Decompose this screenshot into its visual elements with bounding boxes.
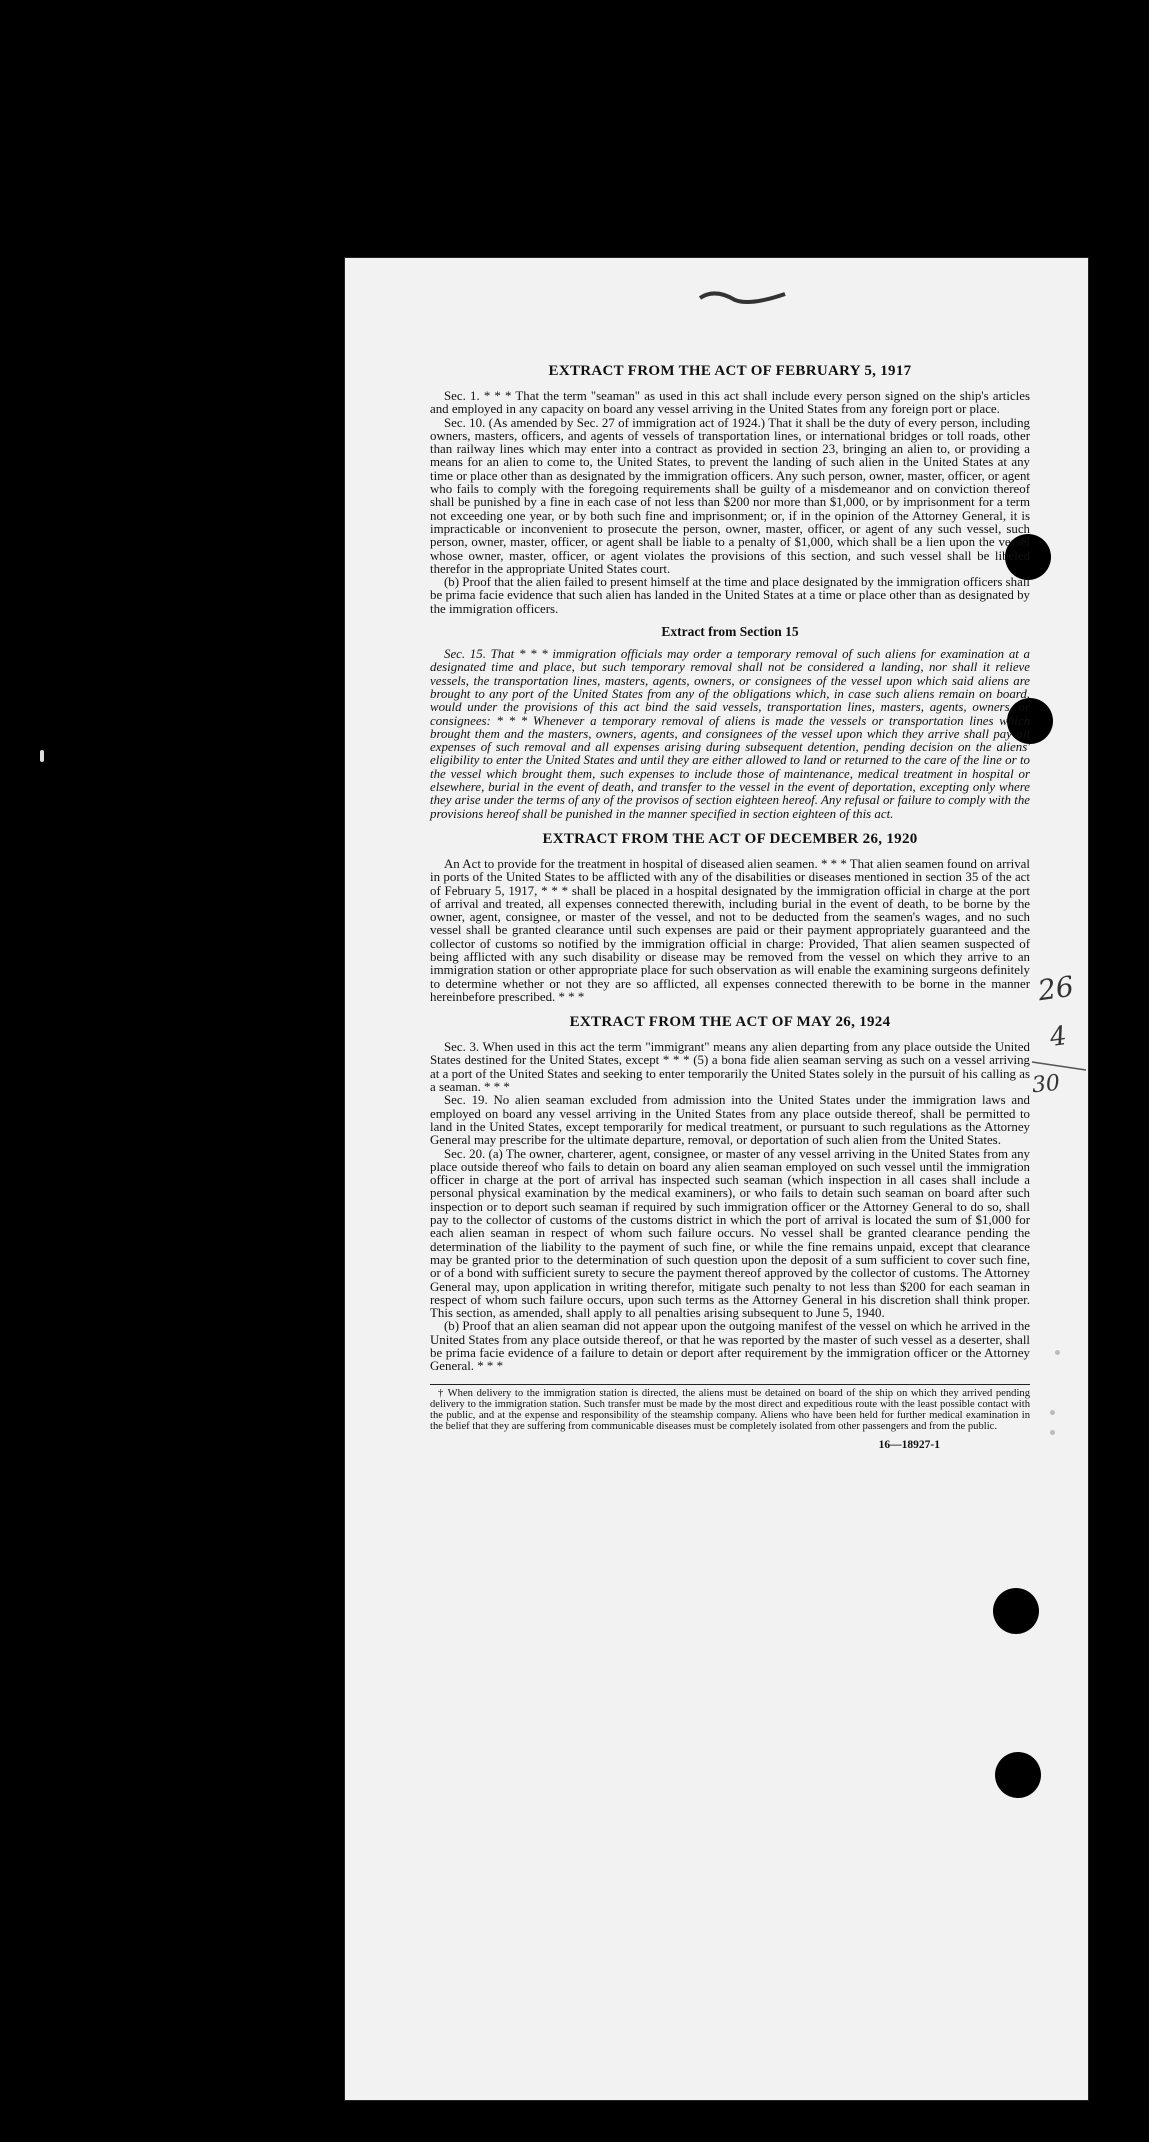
paragraph: Sec. 10. (As amended by Sec. 27 of immigration act of 1924.) That it shall be the duty of every person, including owners, masters, officers, and agents of vessels of transportation lines, or international bridges or toll roads, other than railway lines which may enter into a contract as provided in section 23, bringing an alien to, or providing a means for an alien to come to, the United States, to prevent the landing of such alien in the United States at any time or place other than as designated by the immigration officers. Any such person, owner, master, officer, or agent who fails to comply with the foregoing requirements shall be guilty of a misdemeanor and on conviction thereof shall be punished by a fine in each case of not less than $200 nor more than $1,000, or by imprisonment for a term not exceeding one year, or by both such fine and imprisonment; or, if in the opinion of the Attorney General, it is impracticable or inconvenient to prosecute the person, owner, master, officer, or agent of any such vessel, such person, owner, master, officer, or agent shall be liable to a penalty of $1,000, which shall be a lien upon the vessel whose owner, master, officer, or agent violates the provisions of this section, and such vessel shall be libeled therefor in the appropriate United States court.: [430, 415, 1030, 576]
footnote-text: † When delivery to the immigration station is directed, the aliens must be detained on board of the ship on which they arrived pending delivery to the immigration station. Such transfer must be made by the most direct and expeditious route with the least possible contact with the public, and at the expense and responsibility of the steamship company. Aliens who have been held for further medical examination in the belief that they are suffering from communicable diseases must be completely isolated from other passengers and from the public.: [430, 1387, 1030, 1433]
form-number: 16—18927-1: [878, 1438, 940, 1451]
paragraph: Sec. 3. When used in this act the term "immigrant" means any alien departing from any place outside the United States destined for the United States, except * * * (5) a bona fide alien seaman serving as such on a vessel arriving at a port of the United States and seeking to enter temporarily the United States solely in the pursuit of his calling as a seaman. * * *: [430, 1040, 1030, 1095]
paragraph: Sec. 15. That * * * immigration officials may order a temporary removal of such aliens for examination at a designated time and place, but such temporary removal shall not be considered a landing, nor shall it relieve vessels, the transportation lines, masters, agents, owners, or consignees of the vessel upon which said aliens are brought to any port of the United States from any of the obligations which, in case such aliens remain on board, would under the provisions of this act bind the said vessels, transportation lines, masters, agents, owners, or consignees: * * * Whenever a temporary removal of aliens is made the vessels or transportation lines which brought them and the masters, owners, agents, and consignees of the vessel upon which they arrive shall pay all expenses of such removal and all expenses arising during subsequent detention, pending decision on the aliens' eligibility to enter the United States and until they are either allowed to land or returned to the care of the line or to the vessel which brought them, such expenses to include those of maintenance, medical treatment in hospital or elsewhere, burial in the event of death, and transfer to the vessel in the event of deportation, excepting only where they arise under the terms of any of the provisos of section eighteen hereof. Any refusal or failure to comply with the provisions hereof shall be punished in the manner specified in section eighteen of this act.: [430, 647, 1030, 821]
handwritten-note: 26: [1035, 969, 1076, 1008]
section-heading: EXTRACT FROM THE ACT OF FEBRUARY 5, 1917: [548, 363, 912, 379]
section-dec-1920: [430, 831, 1030, 1004]
paragraph: Sec. 1. * * * That the term "seaman" as used in this act shall include every person signed on the ship's articles and employed in any capacity on board any vessel arriving in the United States from any foreign port or place.: [430, 389, 1030, 417]
document-page: [345, 258, 1088, 2100]
scan-speck: [1055, 1350, 1060, 1355]
footnote: [430, 1384, 1030, 1433]
paragraph: Sec. 20. (a) The owner, charterer, agent, consignee, or master of any vessel arriving in the United States from any place outside thereof who fails to detain on board any alien seaman employed on such vessel until the immigration officer in charge at the port of arrival has inspected such seaman (which inspection in all cases shall include a personal physical examination by the medical examiners), or who fails to detain such seaman on board after such inspection or to deport such seaman if required by such immigration officer or the Attorney General to do so, shall pay to the collector of customs of the customs district in which the port of arrival is located the sum of $1,000 for each alien seaman in respect of whom such failure occurs. No vessel shall be granted clearance pending the determination of the liability to the payment of such fine, or while the fine remains unpaid, except that clearance may be granted prior to the determination of such question upon the deposit of a sum sufficient to cover such fine, or of a bond with sufficient surety to secure the payment thereof approved by the collector of customs. The Attorney General may, upon application in writing therefor, mitigate such penalty to not less than $200 for each seaman in respect of whom such failure occurs, upon such terms as the Attorney General in his discretion shall think proper. This section, as amended, shall apply to all penalties arising subsequent to June 5, 1940.: [430, 1146, 1030, 1321]
section-feb-1917: [430, 363, 1030, 616]
scan-speck: [1050, 1410, 1055, 1415]
section-may-1924: [430, 1014, 1030, 1373]
section-heading: EXTRACT FROM THE ACT OF DECEMBER 26, 1920: [542, 830, 918, 847]
punch-hole: [993, 1588, 1039, 1634]
scan-speck: [40, 750, 44, 762]
paragraph: (b) Proof that the alien failed to present himself at the time and place designated by the immigration officers shall be prima facie evidence that such alien has landed in the United States at a time or place other than as designated by the immigration officers.: [430, 575, 1030, 616]
handwritten-note: 4: [1047, 1020, 1069, 1054]
section-subheading: Extract from Section 15: [661, 624, 799, 640]
section-heading: EXTRACT FROM THE ACT OF MAY 26, 1924: [569, 1014, 891, 1031]
handwritten-note: 30: [1030, 1070, 1062, 1099]
staple-mark: [695, 288, 795, 308]
document-body: [430, 353, 1030, 1451]
section-15-extract: [430, 624, 1030, 821]
paragraph: Sec. 19. No alien seaman excluded from admission into the United States under the immigration laws and employed on board any vessel arriving in the United States from any place outside thereof, shall be permitted to land in the United States, except temporarily for medical treatment, or pursuant to such regulations as the Attorney General may prescribe for the ultimate departure, removal, or deportation of such alien from the United States.: [430, 1093, 1030, 1148]
handwritten-rule: [1030, 1060, 1090, 1072]
paragraph: An Act to provide for the treatment in hospital of diseased alien seamen. * * * That alien seamen found on arrival in ports of the United States to be afflicted with any of the disabilities or diseases mentioned in section 35 of the act of February 5, 1917, * * * shall be placed in a hospital designated by the immigration official in charge at the port of arrival and treated, all expenses connected therewith, including burial in the event of death, to be borne by the owner, agent, consignee, or master of the vessel, and not to be deducted from the seamen's wages, and no such vessel shall be granted clearance until such expenses are paid or their payment appropriately guaranteed and the collector of customs so notified by the immigration official in charge: Provided, That alien seamen suspected of being afflicted with any such disability or disease may be removed from the vessel on which they arrive to an immigration station or other appropriate place for such observation as will enable the examining surgeons definitely to determine whether or not they are so afflicted, all expenses connected therewith to be borne in the manner hereinbefore prescribed. * * *: [430, 856, 1030, 1004]
paragraph: (b) Proof that an alien seaman did not appear upon the outgoing manifest of the vessel on which he arrived in the United States from any place outside thereof, or that he was reported by the master of such vessel as a deserter, shall be prima facie evidence of a failure to detain or deport after requirement by the immigration officer or the Attorney General. * * *: [430, 1319, 1030, 1374]
punch-hole: [995, 1752, 1041, 1798]
scan-speck: [1050, 1430, 1055, 1435]
